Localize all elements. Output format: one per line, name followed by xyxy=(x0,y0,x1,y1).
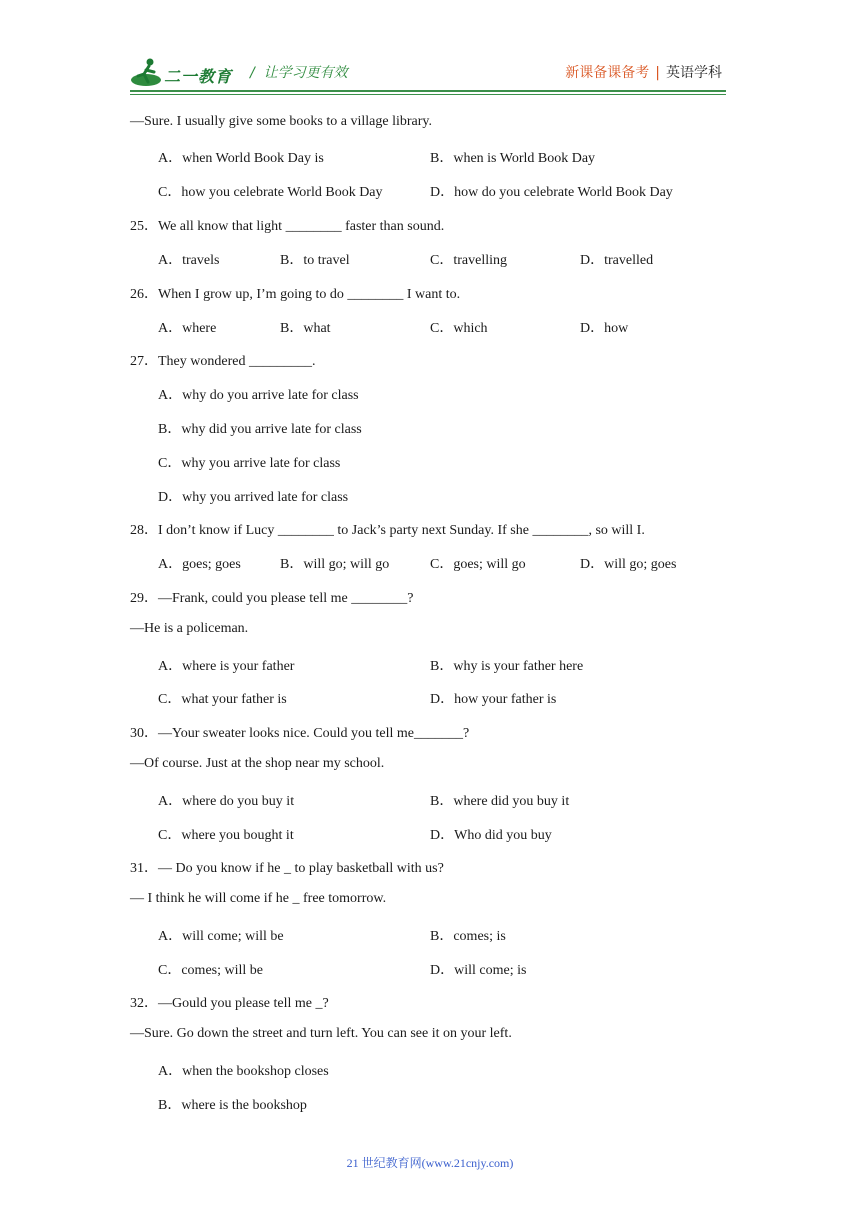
option-a: A．travels xyxy=(158,253,220,268)
option-c: C．comes; will be xyxy=(158,963,263,978)
course-label: 新课备课备考 xyxy=(565,65,650,81)
answer-line: — I think he will come if he _ free tomorrow. xyxy=(130,891,387,906)
option-a: A．why do you arrive late for class xyxy=(158,388,359,403)
option-b: B．what xyxy=(280,321,331,336)
slogan: / 让学习更有效 xyxy=(250,65,348,81)
question-28: 28．I don’t know if Lucy ________ to Jack’s party next Sunday. If she ________, so will I. xyxy=(130,523,645,538)
option-d: D．will come; is xyxy=(430,963,527,978)
header-separator: | xyxy=(655,65,660,81)
question-31: 31．— Do you know if he _ to play basketball with us? xyxy=(130,861,444,876)
option-a: A．where is your father xyxy=(158,659,295,674)
header-divider xyxy=(130,90,726,92)
option-c: C．travelling xyxy=(430,253,507,268)
option-c: C．how you celebrate World Book Day xyxy=(158,185,383,200)
option-c: C．which xyxy=(430,321,488,336)
question-27: 27．They wondered _________. xyxy=(130,354,316,369)
option-b: B．comes; is xyxy=(430,929,506,944)
option-d: D．travelled xyxy=(580,253,654,268)
option-a: A．will come; will be xyxy=(158,929,284,944)
logo xyxy=(130,56,240,90)
page-footer: 21 世纪教育网(www.21cnjy.com) xyxy=(346,1156,514,1170)
subject-label: 英语学科 xyxy=(666,65,722,81)
question-26: 26．When I grow up, I’m going to do ________ I want to. xyxy=(130,287,461,302)
page-header xyxy=(130,56,730,92)
option-b: B．to travel xyxy=(280,253,350,268)
answer-line: —Sure. Go down the street and turn left. You can see it on your left. xyxy=(130,1026,512,1041)
option-a: A．where do you buy it xyxy=(158,794,295,809)
option-c: C．where you bought it xyxy=(158,828,294,843)
option-c: C．why you arrive late for class xyxy=(158,456,341,471)
question-32: 32．—Gould you please tell me _? xyxy=(130,996,329,1011)
header-right xyxy=(565,62,722,82)
runner-logo-icon xyxy=(130,56,164,88)
option-b: B．where is the bookshop xyxy=(158,1098,307,1113)
option-b: B．will go; will go xyxy=(280,557,390,572)
question-30: 30．—Your sweater looks nice. Could you tell me_______? xyxy=(130,726,470,741)
option-a: A．when the bookshop closes xyxy=(158,1064,329,1079)
option-a: A．when World Book Day is xyxy=(158,151,324,166)
option-d: D．Who did you buy xyxy=(430,828,552,843)
option-c: C．what your father is xyxy=(158,692,287,707)
option-b: B．why is your father here xyxy=(430,659,584,674)
option-d: D．how your father is xyxy=(430,692,557,707)
option-d: D．will go; goes xyxy=(580,557,677,572)
option-c: C．goes; will go xyxy=(430,557,526,572)
answer-line: —Of course. Just at the shop near my school. xyxy=(130,756,385,771)
option-d: D．how xyxy=(580,321,629,336)
option-b: B．when is World Book Day xyxy=(430,151,596,166)
option-b: B．why did you arrive late for class xyxy=(158,422,362,437)
option-b: B．where did you buy it xyxy=(430,794,570,809)
option-a: A．where xyxy=(158,321,217,336)
answer-line: —He is a policeman. xyxy=(130,621,249,636)
header-divider-thin xyxy=(130,94,726,95)
logo-text: 二一教育 xyxy=(164,67,233,86)
option-d: D．how do you celebrate World Book Day xyxy=(430,185,673,200)
option-a: A．goes; goes xyxy=(158,557,241,572)
slogan-text: 让学习更有效 xyxy=(263,65,348,81)
option-d: D．why you arrived late for class xyxy=(158,490,349,505)
answer-line: —Sure. I usually give some books to a village library. xyxy=(130,114,432,129)
question-25: 25．We all know that light ________ faster than sound. xyxy=(130,219,445,234)
question-29: 29．—Frank, could you please tell me ________? xyxy=(130,591,414,606)
